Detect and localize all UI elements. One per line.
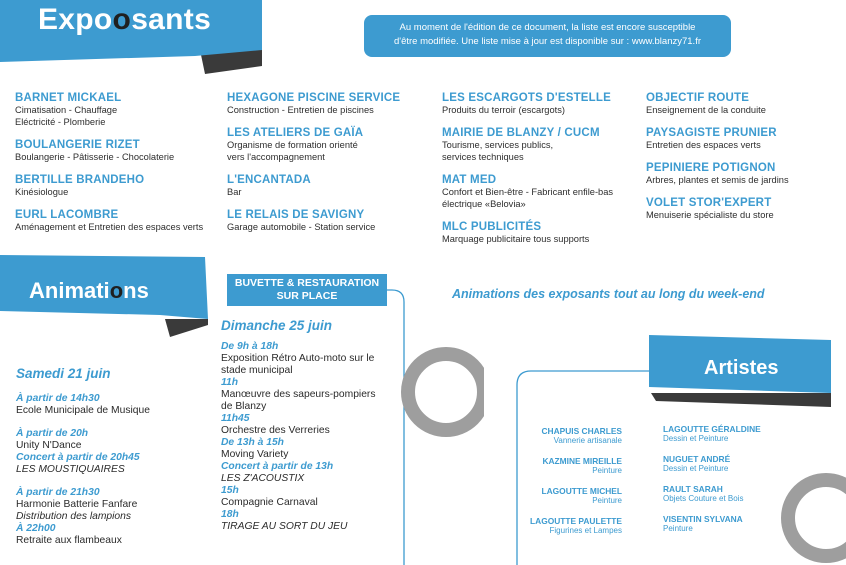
program-event: stade municipal [221,365,293,376]
artistes-right-list [663,424,793,544]
exhibitor-description: Boulangerie - Pâtisserie - Chocolaterie [15,152,175,162]
exhibitor-description: Entretien des espaces verts [646,140,761,150]
artist-entry [522,486,622,505]
exhibitor-description: Produits du terroir (escargots) [442,105,565,115]
program-event: Orchestre des Verreries [221,425,330,436]
program-event: Compagnie Carnaval [221,497,318,508]
artist-entry [522,516,622,535]
exhibitor-name: LES ESCARGOTS D'ESTELLE [442,92,611,104]
title-o-dot: o [112,3,132,36]
exhibitor-description: Arbres, plantes et semis de jardins [646,175,789,185]
exhibitor-entry [646,127,841,151]
exposants-title: Expoosants [38,3,212,36]
exhibitor-entry [227,209,437,233]
exhibitor-column-1 [15,92,225,244]
exhibitor-entry [15,92,225,128]
program-event: Ecole Municipale de Musique [16,405,150,416]
exhibitor-name: BERTILLE BRANDEHO [15,174,145,186]
animations-tagline: Animations des exposants tout au long du week-end [452,287,765,301]
artist-name: LAGOUTTE PAULETTE [530,516,622,526]
decorative-ring-corner [778,470,846,565]
animations-title: Animations [29,278,149,303]
artist-name: CHAPUIS CHARLES [541,426,622,436]
artist-entry [663,514,793,533]
program-time: 11h45 [221,413,250,424]
exhibitor-column-3 [442,92,642,256]
exhibitor-entry [646,162,841,186]
exhibitor-description: Marquage publicitaire tous supports [442,234,590,244]
artist-entry [522,456,622,475]
artist-name: RAULT SARAH [663,484,723,494]
artist-entry [522,426,622,445]
program-time: À partir de 21h30 [16,487,100,498]
program-time: Concert à partir de 20h45 [16,452,140,463]
artist-entry [663,424,793,443]
program-event: Manœuvre des sapeurs-pompiers [221,389,376,400]
sunday-program [221,318,391,533]
notice-line-2: d'être modifiée. Une liste mise à jour est disponible sur : www.blanzy71.fr [393,36,701,47]
exhibitor-description: Bar [227,187,242,197]
buvette-line-2: SUR PLACE [276,290,338,302]
exhibitor-description: Cimatisation - Chauffage [15,105,118,115]
artist-description: Peinture [592,496,622,505]
exhibitor-entry [646,197,841,221]
exhibitor-entry [227,92,437,116]
saturday-title: Samedi 21 juin [16,366,111,381]
exhibitor-name: VOLET STOR'EXPERT [646,197,772,209]
exhibitor-name: OBJECTIF ROUTE [646,92,750,104]
buvette-line-1: BUVETTE & RESTAURATION [234,277,380,289]
artist-description: Dessin et Peinture [663,434,729,443]
artist-description: Figurines et Lampes [549,526,622,535]
exhibitor-name: EURL LACOMBRE [15,209,119,221]
exhibitor-name: PAYSAGISTE PRUNIER [646,127,777,139]
exhibitor-name: PEPINIERE POTIGNON [646,162,776,174]
program-event: Unity N'Dance [16,440,82,451]
exhibitor-name: L'ENCANTADA [227,174,311,186]
artist-entry [663,484,793,503]
exhibitor-description: Enseignement de la conduite [646,105,766,115]
exhibitor-entry [227,174,437,198]
program-event: LES Z'ACOUSTIX [221,473,305,484]
program-time: À partir de 14h30 [16,393,100,404]
exhibitor-description: Confort et Bien-être - Fabricant enfile-bas [442,187,614,197]
artist-name: NUGUET ANDRÉ [663,454,731,464]
program-time: Concert à partir de 13h [221,461,334,472]
artist-description: Dessin et Peinture [663,464,729,473]
program-event: TIRAGE AU SORT DU JEU [221,521,348,532]
exhibitor-entry [442,221,642,245]
exhibitor-description: Aménagement et Entretien des espaces verts [15,222,204,232]
artist-entry [663,454,793,473]
artist-description: Peinture [592,466,622,475]
exhibitor-column-2 [227,92,437,244]
exhibitor-description: Kinésiologue [15,187,69,197]
exhibitor-description: vers l'accompagnement [227,152,325,162]
exhibitor-column-4 [646,92,841,232]
artist-name: LAGOUTTE MICHEL [541,486,622,496]
artist-name: VISENTIN SYLVANA [663,514,743,524]
decorative-ring [398,344,484,444]
artist-name: KAZMINE MIREILLE [542,456,622,466]
exhibitor-name: LE RELAIS DE SAVIGNY [227,209,365,221]
exhibitor-description: Menuiserie spécialiste du store [646,210,774,220]
program-event: Exposition Rétro Auto-moto sur le [221,353,375,364]
program-event: LES MOUSTIQUAIRES [16,464,125,475]
exhibitor-description: services techniques [442,152,524,162]
artistes-title: Artistes [704,357,779,379]
exhibitor-name: MLC PUBLICITÉS [442,221,542,233]
sunday-title: Dimanche 25 juin [221,318,333,333]
program-time: De 9h à 18h [221,341,279,352]
exhibitor-description: électrique «Belovia» [442,199,526,209]
exhibitor-entry [15,209,225,233]
artist-name: LAGOUTTE GÉRALDINE [663,424,761,434]
program-event: Distribution des lampions [16,511,132,522]
exhibitor-description: Garage automobile - Station service [227,222,376,232]
notice-box [364,15,731,57]
exhibitor-description: Tourisme, services publics, [442,140,554,150]
program-event: de Blanzy [221,401,267,412]
exhibitor-entry [442,174,642,210]
program-time: De 13h à 15h [221,437,284,448]
exhibitor-name: MAT MED [442,174,497,186]
exhibitor-description: Organisme de formation orienté [227,140,358,150]
program-event: Harmonie Batterie Fanfare [16,499,138,510]
artist-description: Objets Couture et Bois [663,494,744,503]
exhibitor-name: MAIRIE DE BLANZY / CUCM [442,127,600,139]
exhibitor-entry [227,127,437,163]
exhibitor-description: Construction - Entretien de piscines [227,105,374,115]
exhibitor-description: Eléctricité - Plomberie [15,117,106,127]
exhibitor-entry [442,127,642,163]
notice-line-1: Au moment de l'édition de ce document, la liste est encore susceptible [399,22,696,33]
program-time: À 22h00 [16,523,56,534]
program-event: Retraite aux flambeaux [16,535,122,546]
exhibitor-name: HEXAGONE PISCINE SERVICE [227,92,401,104]
exhibitor-entry [442,92,642,116]
exhibitor-name: BARNET MICKAEL [15,92,122,104]
program-time: 18h [221,509,239,520]
artist-description: Peinture [663,524,693,533]
program-time: 15h [221,485,239,496]
buvette-box [227,274,387,306]
exhibitor-entry [646,92,841,116]
exhibitor-name: LES ATELIERS DE GAÏA [227,127,364,139]
exhibitor-name: BOULANGERIE RIZET [15,139,140,151]
program-event: Moving Variety [221,449,289,460]
artistes-left-list [522,426,622,546]
program-time: 11h [221,377,238,388]
saturday-program [16,366,216,547]
exhibitor-entry [15,139,225,163]
artist-description: Vannerie artisanale [553,436,622,445]
exhibitor-entry [15,174,225,198]
program-time: À partir de 20h [16,428,89,439]
